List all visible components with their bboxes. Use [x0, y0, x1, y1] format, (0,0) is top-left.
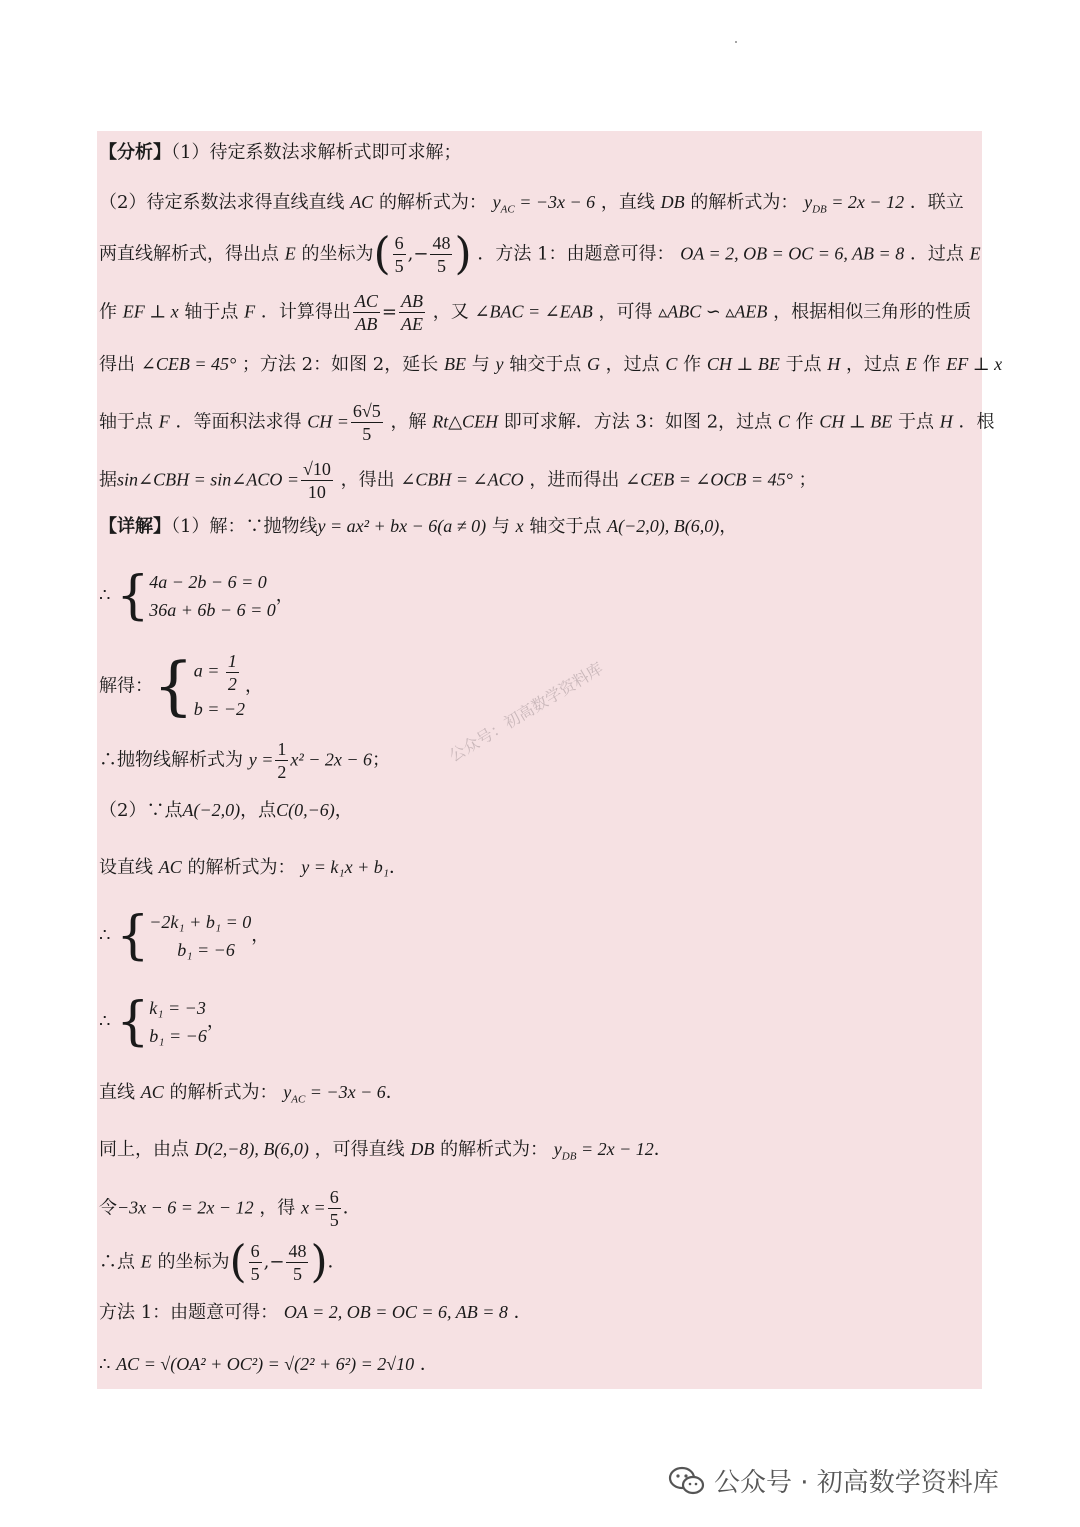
- math: 4a − 2b − 6 = 0: [149, 572, 267, 592]
- text: ；: [798, 469, 817, 491]
- math: C(0,−6): [276, 800, 335, 820]
- text: 即可求解．方法 3：如图 2，过点: [503, 411, 773, 433]
- text: ∴: [99, 1354, 111, 1375]
- math: AE: [400, 314, 423, 334]
- text: ∴抛物线解析式为: [99, 749, 243, 771]
- text: ，过点: [605, 354, 660, 375]
- text: ．过点: [909, 243, 964, 265]
- math: b₁ = −6: [177, 940, 235, 960]
- detail-line-1: 【详解】（1）解：∵抛物线y = ax² + bx − 6(a ≠ 0) 与 x 轴交于点 A(−2,0), B(6,0)，: [99, 516, 738, 537]
- detail-let: 令−3x − 6 = 2x − 12 ，得 x = $\frac{6}{5}$ ．: [99, 1187, 361, 1230]
- math: ▵ABC ∽ ▵AEB: [658, 301, 768, 322]
- math: EF ⊥ x: [946, 354, 1003, 374]
- math: AC: [500, 203, 515, 216]
- math: AB: [400, 291, 423, 311]
- analysis-line-6: 轴于点 F ．等面积法求得 CH = $\frac{6√5}{5}$ ，解 Rt△CEH 即可求解．方法 3：如图 2，过点 C 作 CH ⊥ BE 于点 H ．根: [99, 401, 995, 444]
- text: 轴交于点: [529, 516, 602, 537]
- text: （2）∵点: [99, 800, 183, 821]
- text: ．计算得出: [260, 301, 351, 323]
- math: A(−2,0): [182, 800, 241, 820]
- math: y: [492, 192, 501, 212]
- text: 轴于点: [184, 301, 239, 323]
- analysis-line-3: 两直线解析式，得出点 E 的坐标为( $\frac{6}{5}$ ,− $\frac{48}{5}$ ) ．方法 1：由题意可得： OA = 2, OB = OC = 6, AB = 8 ．过点 E: [99, 228, 981, 280]
- text: ，根据相似三角形的性质: [773, 301, 972, 323]
- math: DB: [812, 203, 827, 216]
- math: H: [827, 354, 841, 374]
- text: 的解析式为：: [187, 857, 296, 878]
- math: F: [244, 301, 256, 322]
- text: ，得: [259, 1197, 296, 1219]
- analysis-line-2: [99, 190, 964, 222]
- text: 设直线: [99, 857, 153, 878]
- math: EF ⊥ x: [122, 301, 179, 322]
- text: ，直线: [600, 192, 655, 213]
- math: y = ax² + bx − 6: [317, 516, 438, 536]
- math: 48: [432, 233, 451, 253]
- text: 轴于点: [99, 411, 153, 433]
- math: b₁ = −6: [149, 1026, 207, 1046]
- text: 方法 1：由题意可得：: [99, 1302, 279, 1323]
- math: 5: [329, 1210, 339, 1230]
- detail-q2: （2）∵点A(−2,0)，点C(0,−6)，: [99, 800, 353, 821]
- math: sin∠CBH = sin∠ACO =: [117, 469, 299, 490]
- text: （2）待定系数法求得直线直线: [99, 192, 345, 213]
- math: CH =: [307, 411, 349, 432]
- text: ，解: [390, 411, 427, 433]
- footer-text: 公众号 · 初高数学资料库: [714, 1468, 999, 1498]
- math: 6√5: [352, 401, 381, 421]
- text: （1）解：∵抛物线: [171, 516, 318, 537]
- math: −2k₁ + b₁ = 0: [149, 912, 252, 932]
- math: CH ⊥ BE: [706, 354, 780, 374]
- text: ，得出: [340, 469, 395, 491]
- text: ，进而得出: [529, 469, 620, 491]
- text: 于点: [898, 411, 935, 433]
- text: 轴交于点: [509, 354, 582, 375]
- math: 2: [227, 674, 237, 694]
- detail-parabola-result: ∴抛物线解析式为 y = $\frac{1}{2}$ x² − 2x − 6；: [99, 739, 391, 782]
- text: 两直线解析式，得出点: [99, 243, 279, 265]
- text: 与: [471, 354, 490, 375]
- math: OA = 2, OB = OC = 6, AB = 8: [680, 243, 905, 264]
- math: 1: [227, 651, 237, 671]
- math: b = −2: [193, 699, 246, 719]
- detail-system-2: ∴ { −2k₁ + b₁ = 0 b₁ = −6 ，: [99, 906, 270, 966]
- text: 与: [491, 516, 510, 537]
- detail-ac-length: ∴ AC = √(OA² + OC²) = √(2² + 6²) = 2√10 ．: [99, 1354, 438, 1375]
- text: （1）待定系数法求解析式即可求解；: [171, 142, 462, 163]
- math: DB: [660, 192, 685, 212]
- math: y =: [248, 749, 274, 770]
- text: 令: [99, 1197, 117, 1219]
- text: 直线: [99, 1082, 135, 1103]
- footer: [668, 1462, 999, 1499]
- math: k₁ = −3: [149, 998, 206, 1018]
- detail-system-1: ∴ { 4a − 2b − 6 = 0 36a + 6b − 6 = 0 ，: [99, 566, 294, 626]
- math: y: [495, 354, 504, 374]
- math: (a ≠ 0): [437, 516, 487, 536]
- text: 于点: [785, 354, 822, 375]
- math: AB: [355, 314, 378, 334]
- analysis-line-7: [99, 458, 817, 503]
- math: D(2,−8), B(6,0): [194, 1139, 309, 1159]
- detail-same: 同上，由点 D(2,−8), B(6,0) ，可得直线 DB 的解析式为： $y_{DB} = 2x - 12$．: [99, 1139, 672, 1163]
- detail-solve-1: 解得：{ a = $\frac{1}{2}$ b = −2 ，: [99, 649, 264, 724]
- wechat-icon: [668, 1466, 706, 1496]
- detail-line-ac: 直线 AC 的解析式为： $y_{AC} = -3x - 6$．: [99, 1082, 404, 1106]
- math: 36a + 6b − 6 = 0: [149, 600, 276, 620]
- math: 2: [277, 762, 287, 782]
- text: ，又: [432, 301, 469, 323]
- math: √10: [302, 459, 331, 479]
- math: BE: [444, 354, 466, 374]
- math: 6: [329, 1187, 339, 1207]
- math: x: [515, 516, 524, 536]
- math: = 2x − 12: [826, 192, 905, 212]
- text: 同上，由点: [99, 1139, 189, 1160]
- detail-method1: 方法 1：由题意可得： OA = 2, OB = OC = 6, AB = 8 ．: [99, 1302, 532, 1323]
- text: ，过点: [846, 354, 901, 375]
- text: 的坐标为: [157, 1251, 230, 1273]
- math: 1: [277, 739, 287, 759]
- text: 解得：: [99, 675, 153, 697]
- math: AC: [354, 291, 378, 311]
- text: 得出: [99, 354, 135, 375]
- math: y = k₁x + b₁: [301, 857, 389, 877]
- detail-set-ac: 设直线 AC 的解析式为： y = k₁x + b₁．: [99, 857, 407, 878]
- math: a =: [193, 660, 220, 681]
- math: AC = √(OA² + OC²) = √(2² + 6²) = 2√10: [116, 1354, 415, 1374]
- text: ，可得: [598, 301, 653, 323]
- math: G: [586, 354, 600, 374]
- text: 的解析式为：: [378, 192, 487, 213]
- analysis-label: 【分析】: [99, 142, 171, 163]
- text: 作: [99, 301, 117, 323]
- text: 作: [922, 354, 941, 375]
- math: 5: [436, 256, 446, 276]
- text: 作: [683, 354, 702, 375]
- math: E: [284, 243, 296, 264]
- text: ，点: [240, 800, 277, 821]
- math: 5: [362, 424, 372, 444]
- detail-label: 【详解】: [99, 516, 171, 537]
- text: ．联立: [909, 192, 964, 213]
- text: 据: [99, 469, 117, 491]
- text: ．根: [958, 411, 995, 433]
- math: ∠CEB = ∠OCB = 45°: [625, 469, 793, 490]
- text: 的解析式为：: [440, 1139, 549, 1160]
- math: −3x − 6 = 2x − 12: [117, 1197, 254, 1218]
- math: Rt△CEH: [432, 411, 499, 432]
- math: 6: [394, 233, 404, 253]
- text: ；方法 2：如图 2，延长: [241, 354, 439, 375]
- detail-point-e: ∴点 E 的坐标为( $\frac{6}{5}$ ,− $\frac{48}{5}$ )．: [99, 1236, 346, 1288]
- math: x =: [301, 1197, 326, 1218]
- analysis-line-1: [99, 141, 461, 165]
- math: AC: [350, 192, 374, 212]
- text: ．方法 1：由题意可得：: [477, 243, 675, 265]
- detail-system-3: ∴ { k₁ = −3 b₁ = −6 ，: [99, 992, 225, 1052]
- math: ∠BAC = ∠EAB: [474, 301, 593, 322]
- math: C: [665, 354, 678, 374]
- text: ∴点: [99, 1251, 135, 1273]
- math: 5: [394, 256, 404, 276]
- math: 10: [307, 482, 326, 502]
- math: A(−2,0), B(6,0): [607, 516, 720, 536]
- math: x² − 2x − 6: [290, 749, 373, 770]
- math: = −3x − 6: [514, 192, 596, 212]
- analysis-line-4: 作 EF ⊥ x 轴于点 F ．计算得出 $\frac{AC}{AB}$ = $\frac{AB}{AE}$ ，又 ∠BAC = ∠EAB ，可得 ▵ABC ∽ ▵AEB ，根据相似三角形的性质: [99, 291, 972, 334]
- analysis-line-5: 得出 ∠CEB = 45° ；方法 2：如图 2，延长 BE 与 y 轴交于点 G ，过点 C 作 CH ⊥ BE 于点 H ，过点 E 作 EF ⊥ x: [99, 354, 1003, 375]
- watermark: 公众号：初高数学资料库: [445, 658, 607, 766]
- text: 的解析式为：: [169, 1082, 278, 1103]
- text: ．等面积法求得: [175, 411, 302, 433]
- math: ∠CEB = 45°: [140, 354, 237, 374]
- text: 的坐标为: [301, 243, 374, 265]
- text: 的解析式为：: [690, 192, 799, 213]
- math: y: [804, 192, 813, 212]
- page-dot: [735, 41, 737, 43]
- text: ，可得直线: [314, 1139, 405, 1160]
- text: 作: [795, 411, 814, 433]
- math: ∠CBH = ∠ACO: [400, 469, 524, 490]
